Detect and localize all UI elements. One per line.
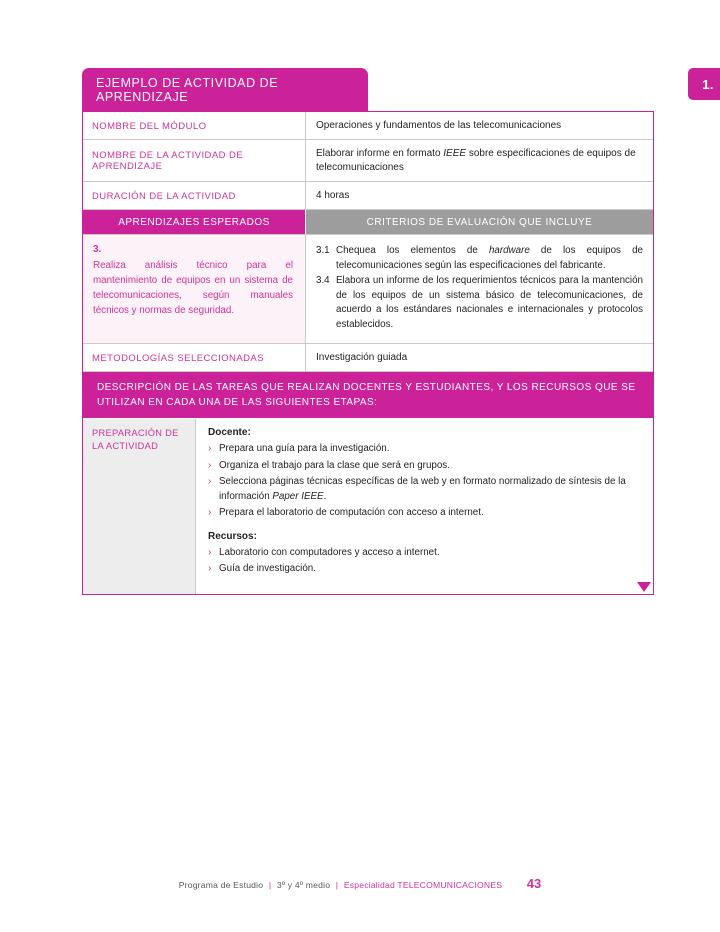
list-item-pre: Organiza el trabajo para la clase que será en grupos. <box>219 459 450 471</box>
criterion-text-emphasis: hardware <box>488 245 530 256</box>
list-item-text <box>219 506 637 521</box>
list-item-pre: Prepara el laboratorio de computación con acceso a internet. <box>219 507 484 518</box>
list-item-pre: Laboratorio con computadores y acceso a internet. <box>219 546 440 558</box>
list-item <box>208 475 637 504</box>
list-item <box>208 562 637 577</box>
objective-number: 3. <box>93 244 102 255</box>
evaluation-criteria-header: CRITERIOS DE EVALUACIÓN QUE INCLUYE <box>306 210 653 234</box>
section-number-label: 1. <box>702 76 714 92</box>
table-row <box>83 344 653 372</box>
section-number-tab <box>688 68 720 100</box>
teacher-heading: Docente: <box>208 427 251 438</box>
criterion-item <box>316 274 643 332</box>
row-value: Investigación guiada <box>316 352 408 363</box>
list-item-pre: Guía de investigación. <box>219 563 316 574</box>
chevron-bullet-icon: › <box>208 476 212 487</box>
chevron-bullet-icon: › <box>208 507 212 518</box>
list-item-text <box>219 546 637 561</box>
list-item-emphasis: Paper IEEE <box>272 490 324 502</box>
tasks-description-band: DESCRIPCIÓN DE LAS TAREAS QUE REALIZAN DOCENTES Y ESTUDIANTES, Y LOS RECURSOS QUE SE UTILIZAN EN CADA UNA DE LAS SIGUIENTES ETAPAS: <box>83 372 653 419</box>
list-item-text <box>219 475 637 504</box>
activity-sheet <box>82 68 654 595</box>
criterion-number: 3.1 <box>316 245 330 256</box>
footer-specialty: Especialidad TELECOMUNICACIONES <box>343 880 503 890</box>
row-label: METODOLOGÍAS SELECCIONADAS <box>83 344 306 371</box>
table-row <box>83 182 653 210</box>
row-value-pre: Elaborar informe en formato <box>316 148 444 159</box>
footer-separator: | <box>335 880 339 890</box>
criterion-text-pre: Elabora un informe de los requerimientos técnicos para la mantención de los equipos de un sistema básico de telecomunicaciones, de acuerdo a los estándares nacionales e internacionales y protocolos establecidos. <box>336 275 643 330</box>
list-item <box>208 459 637 474</box>
criterion-item <box>316 244 643 273</box>
chevron-bullet-icon: › <box>208 546 212 558</box>
list-item <box>208 546 637 561</box>
criterion-text <box>336 274 643 332</box>
tasks-content <box>196 419 653 594</box>
list-item-post: . <box>323 490 327 502</box>
footer-level: 3º y 4º medio <box>276 880 331 890</box>
list-item-pre: Prepara una guía para la investigación. <box>219 443 390 454</box>
learning-outcomes-header: APRENDIZAJES ESPERADOS <box>83 210 306 234</box>
row-value-post: sobre especificaciones de equipos de telecomunicaciones <box>316 148 636 173</box>
chevron-bullet-icon: › <box>208 563 212 574</box>
footer-separator: | <box>268 880 272 890</box>
row-value: 4 horas <box>316 190 350 201</box>
chevron-bullet-icon: › <box>208 443 212 454</box>
list-item-text <box>219 459 637 474</box>
objective-text: Realiza análisis técnico para el mantenimiento de equipos en un sistema de telecomunicaciones, según manuales técnicos y normas de seguridad. <box>93 260 293 316</box>
list-item-text <box>219 442 637 457</box>
criterion-text-pre: Chequea los elementos de <box>336 245 489 256</box>
tasks-row <box>83 419 653 594</box>
page-footer <box>0 876 720 891</box>
page-number: 43 <box>526 876 542 891</box>
row-label: DURACIÓN DE LA ACTIVIDAD <box>83 182 306 209</box>
sheet-title: EJEMPLO DE ACTIVIDAD DE APRENDIZAJE <box>82 68 368 111</box>
table-row <box>83 140 653 182</box>
continuation-triangle-icon <box>637 582 651 592</box>
chevron-bullet-icon: › <box>208 459 212 471</box>
row-value: Operaciones y fundamentos de las telecomunicaciones <box>316 120 562 131</box>
criteria-cell <box>306 235 653 343</box>
criterion-number: 3.4 <box>316 275 330 286</box>
list-item-pre: Selecciona páginas técnicas específicas de la web y en formato normalizado de síntesis de la información <box>219 476 626 502</box>
criterion-text-post: de los equipos de telecomunicaciones según las especificaciones del fabricante. <box>336 245 643 271</box>
list-item <box>208 442 637 457</box>
row-value <box>306 140 653 181</box>
row-value-emphasis: IEEE <box>443 148 467 159</box>
objective-row <box>83 235 653 344</box>
row-label: NOMBRE DE LA ACTIVIDAD DE APRENDIZAJE <box>83 140 306 181</box>
section-header-row <box>83 210 653 235</box>
learning-objective-cell <box>83 235 306 343</box>
footer-program: Programa de Estudio <box>178 880 264 890</box>
resources-heading: Recursos: <box>208 530 257 542</box>
criterion-text <box>336 244 643 273</box>
list-item-text <box>219 562 637 577</box>
stage-label: PREPARACIÓN DE LA ACTIVIDAD <box>83 419 196 594</box>
sheet-body <box>82 111 654 595</box>
table-row <box>83 112 653 140</box>
list-item <box>208 506 637 521</box>
row-label: NOMBRE DEL MÓDULO <box>83 112 306 139</box>
